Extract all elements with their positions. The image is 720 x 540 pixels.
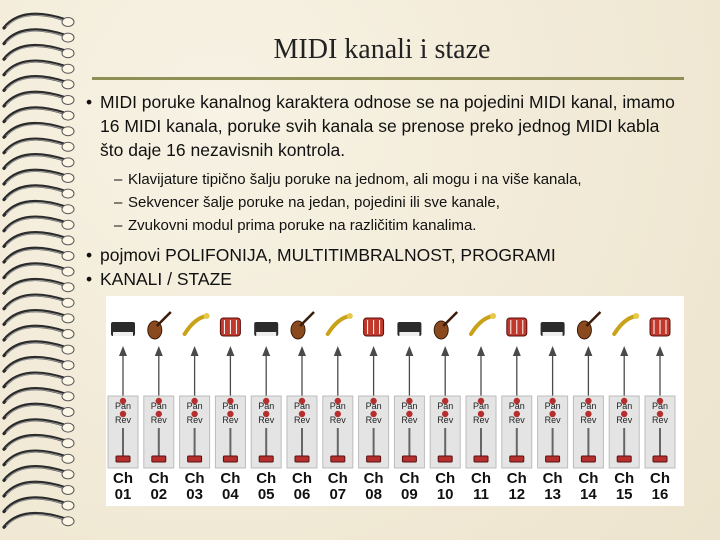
electric-guitar-icon — [148, 312, 171, 339]
sub-bullet-list — [114, 168, 686, 237]
fader-handle[interactable] — [295, 456, 309, 462]
spiral-ring — [4, 155, 74, 169]
grand-piano-icon — [111, 322, 135, 336]
pan-label: Pan — [437, 401, 454, 411]
signal-arrow — [441, 346, 449, 396]
spiral-ring — [4, 389, 74, 403]
channel-label-number: 06 — [293, 486, 311, 503]
spiral-ring — [4, 30, 74, 44]
channel-label-number: 16 — [651, 486, 669, 503]
pan-label: Pan — [365, 401, 382, 411]
spiral-ring — [4, 513, 74, 527]
pan-label: Pan — [186, 401, 203, 411]
reverb-label: Rev — [293, 415, 311, 425]
pan-label: Pan — [616, 401, 633, 411]
channel-label-ch: Ch — [363, 470, 384, 487]
pan-label: Pan — [401, 401, 418, 411]
spiral-ring — [4, 248, 74, 262]
title-underline — [92, 77, 684, 80]
fader-handle[interactable] — [188, 456, 202, 462]
reverb-label: Rev — [114, 415, 132, 425]
clarinet-icon — [541, 322, 565, 336]
reverb-label: Rev — [365, 415, 382, 425]
fader-handle[interactable] — [223, 456, 237, 462]
channel-label-number: 09 — [401, 486, 418, 503]
acoustic-guitar-icon — [291, 312, 314, 339]
spiral-ring — [4, 233, 74, 247]
signal-arrow — [513, 346, 521, 396]
reverb-label: Rev — [508, 415, 525, 425]
pan-label: Pan — [150, 401, 167, 411]
channel-label-ch: Ch — [471, 470, 491, 487]
pan-label: Pan — [651, 401, 669, 411]
signal-arrow — [298, 346, 306, 396]
channel-label-ch: Ch — [292, 470, 312, 487]
pan-label: Pan — [580, 401, 597, 411]
channel-label-number: 11 — [473, 486, 489, 503]
pan-label: Pan — [258, 401, 275, 411]
channel-label-ch: Ch — [113, 470, 133, 487]
spiral-ring — [4, 217, 74, 231]
fader-handle[interactable] — [653, 456, 667, 462]
spiral-ring — [4, 295, 74, 309]
channel-label-ch: Ch — [435, 470, 456, 487]
channel-label-ch: Ch — [506, 470, 527, 487]
channel-label-number: 12 — [508, 486, 526, 503]
spiral-ring — [4, 264, 74, 278]
violin-icon — [397, 322, 421, 336]
spiral-ring — [4, 45, 74, 59]
fader-handle[interactable] — [367, 456, 381, 462]
signal-arrow — [656, 346, 664, 396]
saxophone-icon — [185, 313, 210, 334]
spiral-ring — [4, 14, 74, 28]
reverb-label: Rev — [258, 415, 275, 425]
channel-label-number: 08 — [365, 486, 382, 503]
spiral-ring — [4, 201, 74, 215]
spiral-ring — [4, 357, 74, 371]
fader-handle[interactable] — [438, 456, 452, 462]
signal-arrow — [405, 346, 413, 396]
fader-handle[interactable] — [259, 456, 273, 462]
signal-arrow — [262, 346, 270, 396]
spiral-ring — [4, 420, 74, 434]
flute-icon — [328, 313, 353, 334]
signal-arrow — [334, 346, 342, 396]
keyboard-icon — [614, 313, 639, 334]
spiral-ring — [4, 467, 74, 481]
fader-handle[interactable] — [546, 456, 560, 462]
pan-label: Pan — [544, 401, 561, 411]
bullet-item: • MIDI poruke kanalnog karaktera odnose se na pojedini MIDI kanal, imamo 16 MIDI kanala, poruke svih kanala se prenose preko jednog MIDI kabla što daje 16 nezavisnih kontrola. — [86, 90, 686, 162]
sub-bullet-item: – Klavijature tipično šalju poruke na jednom, ali mogu i na više kanala, — [114, 168, 686, 191]
signal-arrow — [226, 346, 234, 396]
harp-icon — [364, 318, 384, 336]
channel-label-ch: Ch — [184, 470, 205, 487]
sub-bullet-item: – Sekvencer šalje poruke na jedan, pojedini ili sve kanale, — [114, 191, 686, 214]
spiral-ring — [4, 186, 74, 200]
reverb-label: Rev — [580, 415, 597, 425]
signal-arrow — [191, 346, 199, 396]
fader-handle[interactable] — [402, 456, 416, 462]
organ-pipes-icon — [471, 313, 496, 334]
signal-arrow — [155, 346, 163, 396]
signal-arrow — [477, 346, 485, 396]
channel-label-number: 04 — [222, 486, 239, 503]
pan-label: Pan — [329, 401, 346, 411]
reverb-label: Rev — [616, 415, 633, 425]
spiral-ring — [4, 92, 74, 106]
channel-label-number: 10 — [436, 486, 454, 503]
pan-label: Pan — [472, 401, 490, 411]
spiral-ring — [4, 123, 74, 137]
channel-label-ch: Ch — [148, 470, 169, 487]
channel-label-number: 14 — [580, 486, 597, 503]
channel-label-ch: Ch — [542, 470, 563, 487]
spiral-ring — [4, 326, 74, 340]
bullet-list — [86, 90, 686, 291]
spiral-ring — [4, 139, 74, 153]
channel-label-ch: Ch — [399, 470, 420, 487]
pan-label: Pan — [293, 401, 311, 411]
channel-label-number: 07 — [329, 486, 347, 503]
channel-label-number: 03 — [186, 486, 203, 503]
channel-label-ch: Ch — [327, 470, 348, 487]
pan-label: Pan — [114, 401, 132, 411]
double-bass-icon — [254, 322, 278, 336]
spiral-ring — [4, 108, 74, 122]
spiral-ring — [4, 170, 74, 184]
mixer-graphic — [106, 296, 684, 506]
fader-handle[interactable] — [510, 456, 524, 462]
signal-arrow — [119, 346, 127, 396]
fader-handle[interactable] — [116, 456, 130, 462]
fader-handle[interactable] — [474, 456, 488, 462]
fader-handle[interactable] — [581, 456, 595, 462]
channel-label-number: 13 — [544, 486, 561, 503]
channel-label-number: 15 — [615, 486, 633, 503]
spiral-ring — [4, 498, 74, 512]
spiral-ring — [4, 342, 74, 356]
channel-label-number: 02 — [150, 486, 168, 503]
spiral-binding-graphic — [0, 0, 78, 540]
pan-label: Pan — [508, 401, 525, 411]
spiral-ring — [4, 404, 74, 418]
fader-handle[interactable] — [617, 456, 631, 462]
reverb-label: Rev — [150, 415, 167, 425]
sub-bullet-item: – Zvukovni modul prima poruke na različitim kanalima. — [114, 214, 686, 237]
channel-label-number: 01 — [114, 486, 132, 503]
spiral-binding — [0, 0, 78, 540]
reverb-label: Rev — [544, 415, 561, 425]
cello-icon — [577, 312, 600, 339]
channel-label-ch: Ch — [256, 470, 277, 487]
channel-label-ch: Ch — [578, 470, 599, 487]
trumpet-icon — [507, 318, 527, 336]
tambourine-icon — [650, 318, 670, 336]
channel-label-ch: Ch — [220, 470, 241, 487]
signal-arrow — [584, 346, 592, 396]
spiral-ring — [4, 311, 74, 325]
midi-mixer-diagram — [106, 296, 684, 506]
reverb-label: Rev — [401, 415, 418, 425]
channel-label-ch: Ch — [614, 470, 635, 487]
reverb-label: Rev — [472, 415, 490, 425]
snare-drum-icon — [434, 312, 457, 339]
channel-label-ch: Ch — [650, 470, 670, 487]
accordion-icon — [220, 318, 240, 336]
spiral-ring — [4, 61, 74, 75]
reverb-label: Rev — [222, 415, 239, 425]
bullet-item: • pojmovi POLIFONIJA, MULTITIMBRALNOST, PROGRAMI — [86, 243, 686, 267]
signal-arrow — [370, 346, 378, 396]
signal-arrow — [620, 346, 628, 396]
reverb-label: Rev — [651, 415, 669, 425]
fader-handle[interactable] — [331, 456, 345, 462]
reverb-label: Rev — [186, 415, 203, 425]
spiral-ring — [4, 373, 74, 387]
spiral-ring — [4, 451, 74, 465]
bullet-item: • KANALI / STAZE — [86, 267, 686, 291]
reverb-label: Rev — [437, 415, 454, 425]
fader-handle[interactable] — [152, 456, 166, 462]
slide-title: MIDI kanali i staze — [273, 34, 491, 65]
reverb-label: Rev — [329, 415, 346, 425]
channel-label-number: 05 — [257, 486, 275, 503]
spiral-ring — [4, 482, 74, 496]
pan-label: Pan — [222, 401, 239, 411]
spiral-ring — [4, 77, 74, 91]
spiral-ring — [4, 435, 74, 449]
spiral-ring — [4, 279, 74, 293]
signal-arrow — [549, 346, 557, 396]
